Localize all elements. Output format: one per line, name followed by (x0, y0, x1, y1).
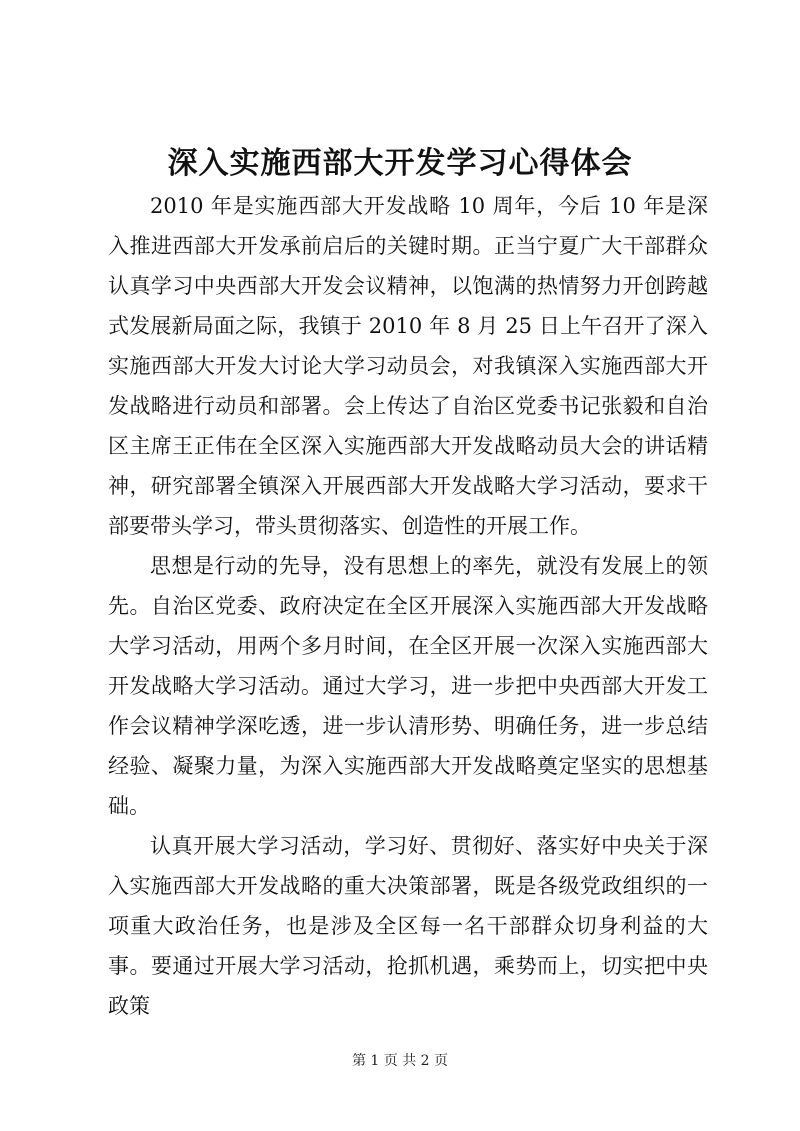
document-title: 深入实施西部大开发学习心得体会 (167, 146, 633, 181)
document-body (108, 186, 708, 1026)
paragraph-3: 认真开展大学习活动，学习好、贯彻好、落实好中央关于深入实施西部大开发战略的重大决策部署，既是各级党政组织的一项重大政治任务，也是涉及全区每一名干部群众切身利益的大事。要通过开展大学习活动，抢抓机遇，乘势而上，切实把中央政策 (108, 834, 708, 1018)
paragraph-2: 思想是行动的先导，没有思想上的率先，就没有发展上的领先。自治区党委、政府决定在全区开展深入实施西部大开发战略大学习活动，用两个多月时间，在全区开展一次深入实施西部大开发战略大学习活动。通过大学习，进一步把中央西部大开发工作会议精神学深吃透，进一步认清形势、明确任务，进一步总结经验、凝聚力量，为深入实施西部大开发战略奠定坚实的思想基础。 (108, 554, 708, 818)
page-number-footer: 第 1 页 共 2 页 (351, 1053, 449, 1069)
paragraph-1: 2010 年是实施西部大开发战略 10 周年，今后 10 年是深入推进西部大开发承前启后的关键时期。正当宁夏广大干部群众认真学习中央西部大开发会议精神，以饱满的热情努力开创跨越式发展新局面之际，我镇于 2010 年 8 月 25 日上午召开了深入实施西部大开发大讨论大学习动员会，对我镇深入实施西部大开发战略进行动员和部署。会上传达了自治区党委书记张毅和自治区主席王正伟在全区深入实施西部大开发战略动员大会的讲话精神，研究部署全镇深入开展西部大开发战略大学习活动，要求干部要带头学习，带头贯彻落实、创造性的开展工作。 (108, 194, 708, 538)
